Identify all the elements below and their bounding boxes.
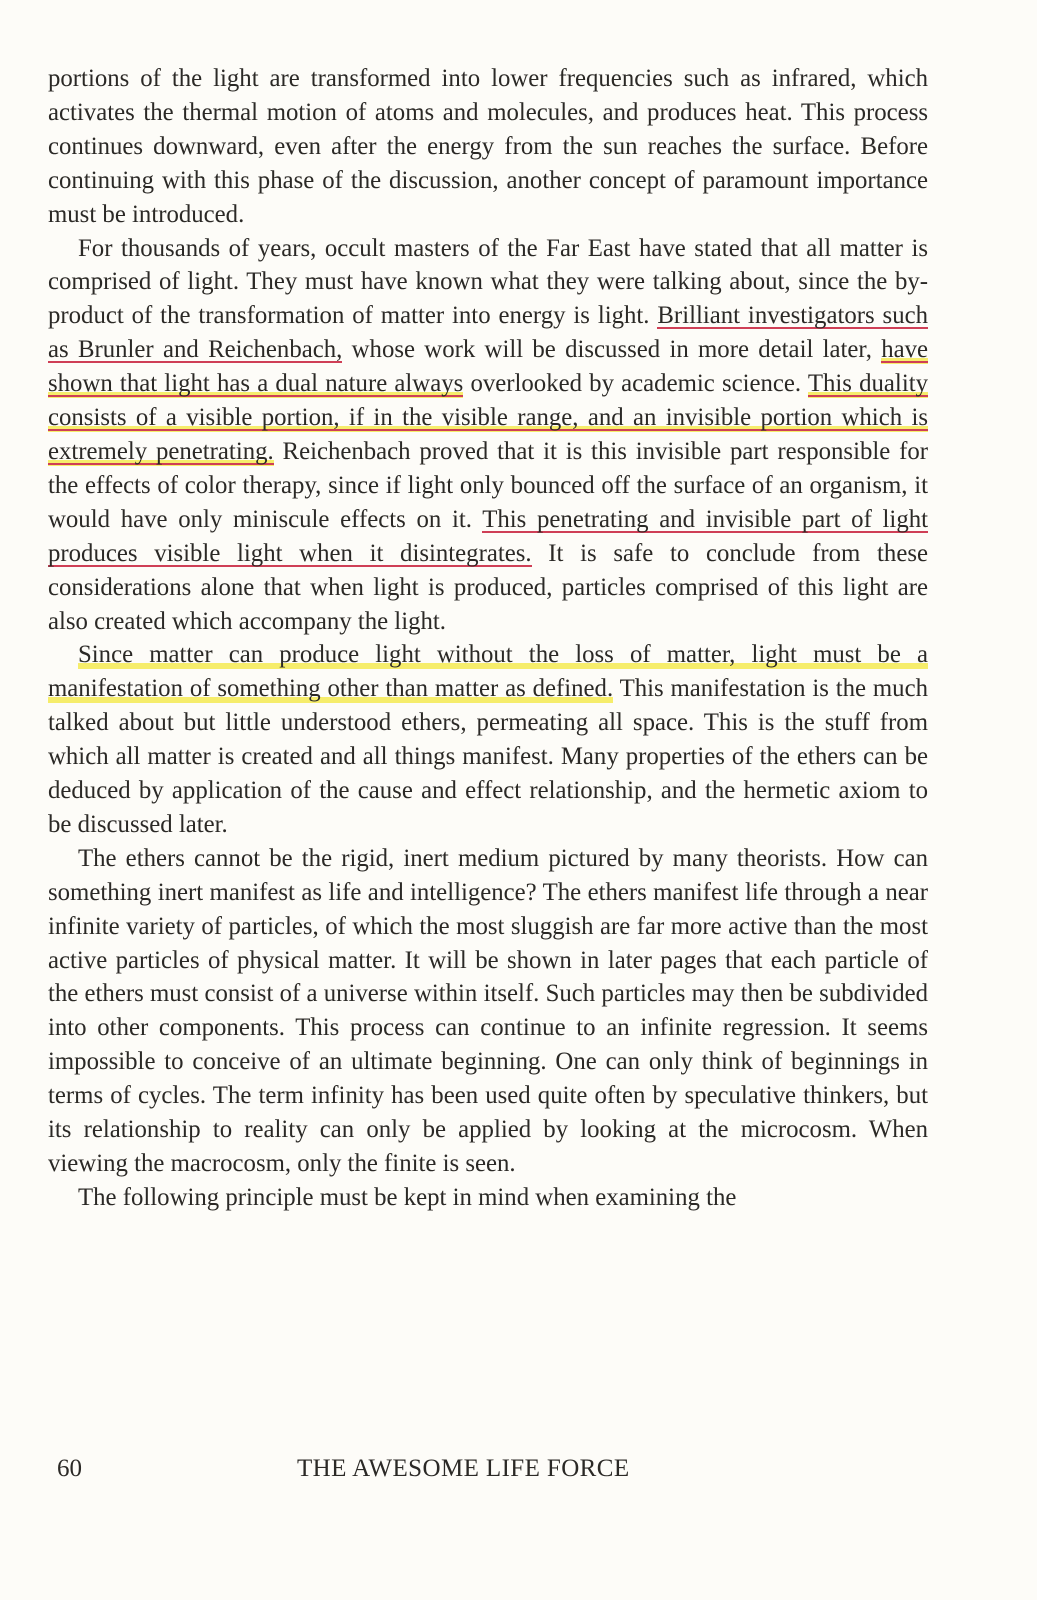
- text-run: whose work will be discussed in more detail later,: [342, 336, 882, 364]
- text-run: overlooked by academic science.: [463, 370, 808, 398]
- red-underlined-passage: This penetrating and invisible part of light produces visible light when it disintegrates.: [48, 505, 929, 567]
- paragraph: [48, 232, 928, 639]
- highlighted-underlined-passage: have shown that light has a dual nature always: [48, 336, 928, 398]
- text-run: It is safe to conclude from these considerations alone that when light is produced, particles comprised of this light are also created which accompany the light.: [48, 539, 928, 635]
- text-run: Reichenbach proved that it is this invisible part responsible for the effects of color therapy, since if light only bounced off the surface of an organism, it would have only miniscule effects on it.: [48, 437, 928, 533]
- text-run: For thousands of years, occult masters of the Far East have stated that all matter is comprised of light. They must have known what they were talking about, since the by-product of the transformation of matter into energy is light.: [48, 234, 928, 330]
- text-run: portions of the light are transformed into lower frequencies such as infrared, which activates the thermal motion of atoms and molecules, and produces heat. This process continues downward, even after the energy from the sun reaches the surface. Before continuing with this phase of the discussion, another concept of paramount importance must be introduced.: [48, 65, 928, 228]
- running-head: THE AWESOME LIFE FORCE: [297, 1455, 630, 1482]
- paragraph: [48, 62, 928, 232]
- red-underlined-passage: Brilliant investigators such as Brunler and Reichenbach,: [48, 302, 928, 364]
- text-run: The following principle must be kept in mind when examining the: [78, 1183, 737, 1211]
- paragraph: [48, 842, 928, 1181]
- page-number: 60: [57, 1455, 82, 1482]
- paragraph: [48, 1181, 928, 1215]
- highlighted-underlined-passage: This duality consists of a visible portion, if in the visible range, and an invisible portion which is extremely penetrating.: [48, 370, 928, 465]
- highlighted-passage: Since matter can produce light without the loss of matter, light must be a manifestation of something other than matter as defined.: [48, 641, 928, 703]
- book-text-body: [48, 62, 928, 1215]
- page-footer: [0, 1455, 1037, 1489]
- text-run: The ethers cannot be the rigid, inert medium pictured by many theorists. How can something inert manifest as life and intelligence? The ethers manifest life through a near infinite variety of particles, of which the most sluggish are far more active than the most active particles of physical matter. It will be shown in later pages that each particle of the ethers must consist of a universe within itself. Such particles may then be subdivided into other components. This process can continue to an infinite regression. It seems impossible to conceive of an ultimate beginning. One can only think of beginnings in terms of cycles. The term infinity has been used quite often by speculative thinkers, but its relationship to reality can only be applied by looking at the microcosm. When viewing the macrocosm, only the finite is seen.: [48, 844, 928, 1177]
- text-run: This manifestation is the much talked about but little understood ethers, permeating all space. This is the stuff from which all matter is created and all things manifest. Many properties of the ethers can be deduced by application of the cause and effect relationship, and the hermetic axiom to be discussed later.: [48, 675, 928, 838]
- paragraph: [48, 638, 928, 841]
